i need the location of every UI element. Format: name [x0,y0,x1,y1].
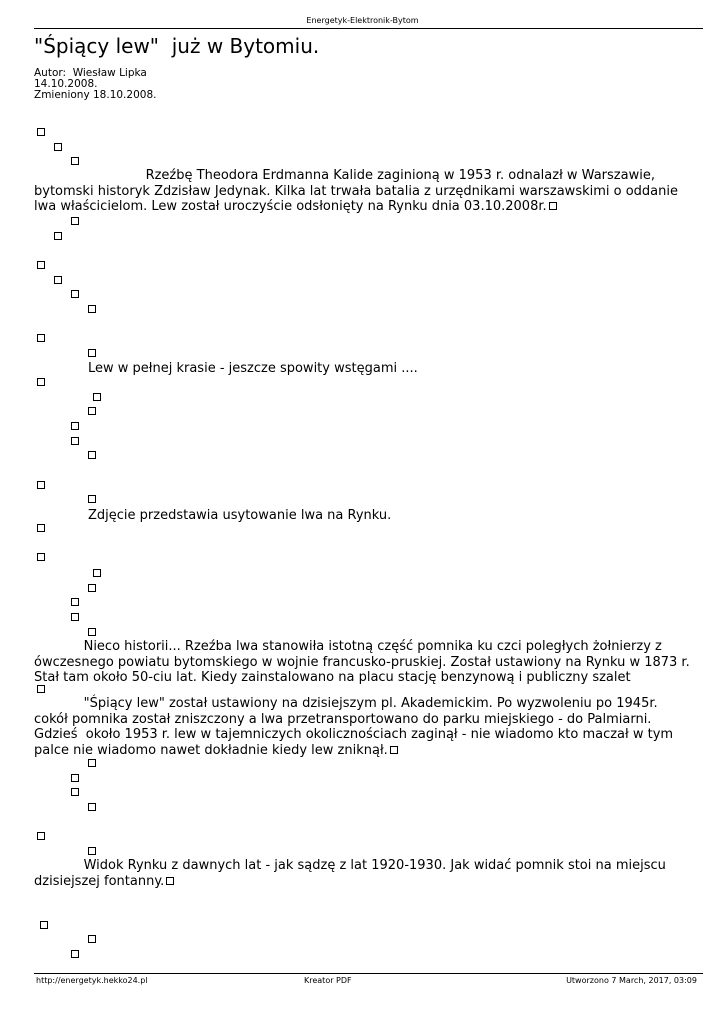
missing-image-icon [71,157,79,165]
missing-image-icon [93,569,101,577]
missing-image-icon [71,774,79,782]
missing-image-icon [37,685,45,693]
header-rule [34,28,703,29]
missing-image-icon [71,437,79,445]
missing-image-icon [390,746,398,754]
missing-image-icon [71,598,79,606]
missing-image-icon [88,935,96,943]
date-modified: Zmieniony 18.10.2008. [34,89,157,101]
missing-image-icon [93,393,101,401]
missing-image-icon [71,950,79,958]
missing-image-icon [37,334,45,342]
footer-url: http://energetyk.hekko24.pl [36,976,148,985]
intro-paragraph [34,168,694,215]
missing-image-icon [71,290,79,298]
missing-image-icon [88,305,96,313]
missing-image-icon [37,524,45,532]
missing-image-icon [71,788,79,796]
missing-image-icon [37,481,45,489]
missing-image-icon [88,759,96,767]
history-paragraph-2 [34,696,694,758]
footer-created: Utworzono 7 March, 2017, 03:09 [566,976,697,985]
missing-image-icon [549,202,557,210]
page-header-site-name: Energetyk-Elektronik-Bytom [306,16,419,25]
missing-image-icon [71,613,79,621]
missing-image-icon [37,378,45,386]
footer-generator: Kreator PDF [304,976,352,985]
intro-text: Rzeźbę Theodora Erdmanna Kalide zaginioną w 1953 r. odnalazł w Warszawie, bytomski historyk Zdzisław Jedynak. Kilka lat trwała batalia z urzędnikami warszawskimi o oddanie lwa właścicielom. Lew został uroczyście odsłonięty na Rynku dnia 03.10.2008r. [34,168,683,214]
history-text-2: "Śpiący lew" został ustawiony na dzisiejszym pl. Akademickim. Po wyzwoleniu po 1945r. cokół pomnika został zniszczony a lwa przetransportowano do parku miejskiego - do Palmiarni. Gdzieś około 1953 r. lew w tajemniczych okolicznościach zaginął - nie wiadomo kto maczał w tym palce nie wiadomo nawet dokładnie kiedy lew zniknął. [34,696,678,758]
date-created: 14.10.2008. [34,78,98,90]
missing-image-icon [88,803,96,811]
missing-image-icon [71,422,79,430]
photo-caption-location: Zdjęcie przedstawia usytowanie lwa na Rynku. [88,508,392,523]
missing-image-icon [88,495,96,503]
missing-image-icon [54,143,62,151]
missing-image-icon [88,584,96,592]
missing-image-icon [88,407,96,415]
missing-image-icon [37,553,45,561]
missing-image-icon [54,232,62,240]
missing-image-icon [88,349,96,357]
missing-image-icon [88,451,96,459]
missing-image-icon [71,217,79,225]
missing-image-icon [166,877,174,885]
caption-market-text: Widok Rynku z dawnych lat - jak sądzę z lat 1920-1930. Jak widać pomnik stoi na miejscu dzisiejszej fontanny. [34,858,671,889]
article-title: "Śpiący lew" już w Bytomiu. [34,34,320,58]
missing-image-icon [88,847,96,855]
missing-image-icon [37,128,45,136]
history-paragraph-1: Nieco historii... Rzeźba lwa stanowiła istotną część pomnika ku czci poległych żołnierzy z ówczesnego powiatu bytomskiego w wojnie francusko-pruskiej. Został ustawiony na Rynku w 1873 r. Stał tam około 50-ciu lat. Kiedy zainstalowano na placu stację benzynową i publiczny szalet [34,639,694,685]
missing-image-icon [37,261,45,269]
missing-image-icon [88,628,96,636]
missing-image-icon [40,921,48,929]
photo-caption-lion: Lew w pełnej krasie - jeszcze spowity wstęgami .... [88,361,418,376]
footer-rule [34,973,703,974]
missing-image-icon [54,276,62,284]
missing-image-icon [37,832,45,840]
photo-caption-market [34,858,694,889]
author-line: Autor: Wiesław Lipka [34,67,147,79]
